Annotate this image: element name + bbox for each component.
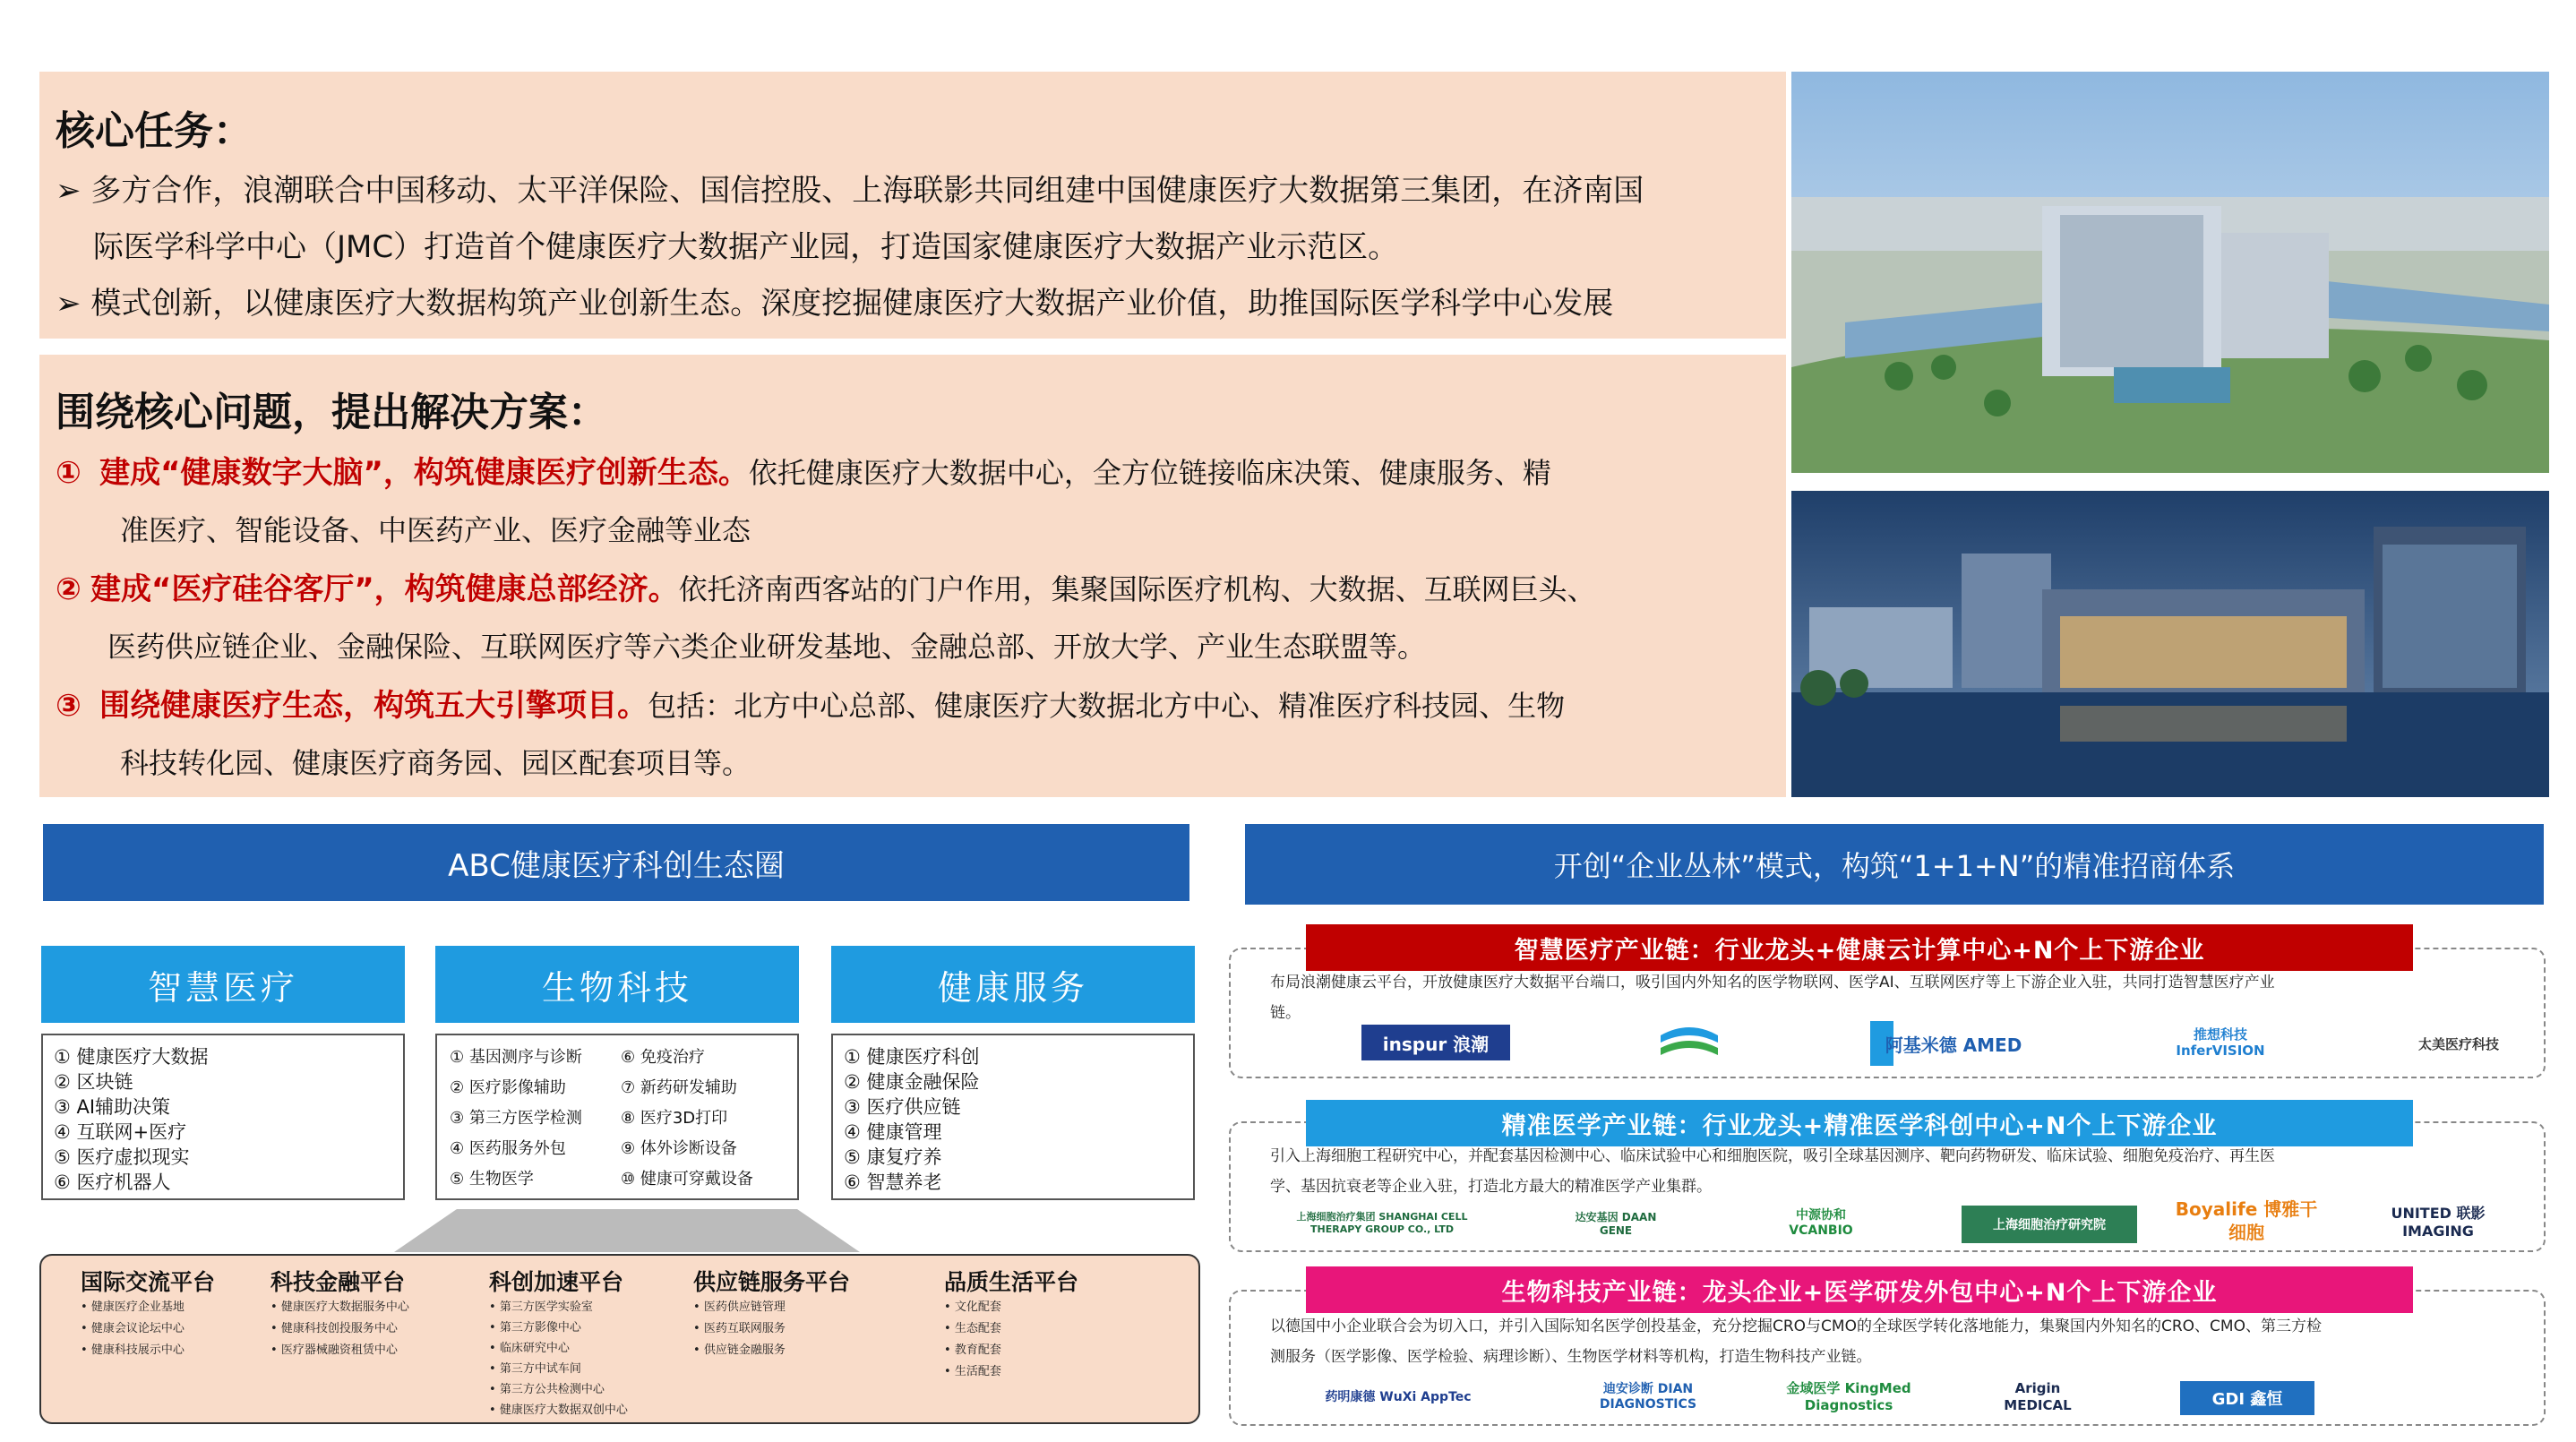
solutions-panel (39, 355, 1786, 797)
chain-title-smart-medical: 智慧医疗产业链：行业龙头+健康云计算中心+N个上下游企业 (1306, 924, 2413, 971)
list-item: ③ 医疗供应链 (844, 1096, 961, 1118)
platform-tech-finance: 科技金融平台 • 健康医疗大数据服务中心 • 健康科技创投服务中心 • 医疗器械融资租赁中心 (270, 1269, 409, 1357)
platform-supply-chain: 供应链服务平台 • 医药供应链管理 • 医药互联网服务 • 供应链金融服务 (693, 1269, 851, 1357)
upward-arrow-base (394, 1209, 860, 1252)
logo-wuxi-apptec: 药明康德 WuXi AppTec (1325, 1389, 1472, 1404)
logo-daan-gene: 达安基因 DAAN GENE (1575, 1211, 1657, 1237)
solution-item-2: ② 建成“医疗硅谷客厅”，构筑健康总部经济。依托济南西客站的门户作用，集聚国际医疗机构、大数据、互联网巨头、 (56, 571, 1596, 607)
smart-medical-list (41, 1034, 405, 1200)
list-item: ③ AI辅助决策 (54, 1096, 171, 1118)
platforms-panel (39, 1254, 1200, 1424)
list-item: ② 健康金融保险 (844, 1071, 980, 1093)
biotech-list (435, 1034, 799, 1200)
core-task-bullet-1: ➢ 多方合作，浪潮联合中国移动、太平洋保险、国信控股、上海联影共同组建中国健康医疗大数据第三集团，在济南国 (56, 173, 1644, 209)
logo-kingmed: 金域医学 KingMed Diagnostics (1786, 1380, 1911, 1413)
core-task-panel (39, 72, 1786, 339)
list-item: ⑤ 医疗虚拟现实 (54, 1146, 190, 1168)
list-item: ④ 互联网+医疗 (54, 1121, 187, 1143)
solution-item-3-cont: 科技转化园、健康医疗商务园、园区配套项目等。 (120, 746, 751, 780)
list-item: ① 健康医疗大数据 (54, 1046, 209, 1068)
night-campus-photo (1791, 491, 2549, 797)
chain-desc: 引入上海细胞工程研究中心，并配套基因检测中心、临床试验中心和细胞医院，吸引全球基因测序、靶向药物研发、临床试验、细胞免疫治疗、再生医 学、基因抗衰老等企业入驻，打造北方最大的精准医学产业集群。 (1270, 1147, 2275, 1196)
list-item: ⑧ 医疗3D打印 (621, 1109, 728, 1128)
solution-item-1-cont: 准医疗、智能设备、中医药产业、医疗金融等业态 (120, 513, 751, 547)
logo-amed: 阿基米德 AMED (1870, 1021, 2014, 1066)
solutions-title: 围绕核心问题，提出解决方案： (56, 390, 607, 435)
logo-shanghai-cell-therapy: 上海细胞治疗集团 SHANGHAI CELL THERAPY GROUP CO., LTD (1296, 1211, 1468, 1235)
list-item: ④ 医药服务外包 (450, 1139, 566, 1158)
ecosystem-title: ABC健康医疗科创生态圈 (448, 847, 785, 884)
solution-item-2-cont: 医药供应链企业、金融保险、互联网医疗等六类企业研发基地、金融总部、开放大学、产业生态联盟等。 (107, 630, 1427, 664)
ecosystem-title-bar (43, 824, 1189, 901)
platform-quality-life: 品质生活平台 • 文化配套 • 生态配套 • 教育配套 • 生活配套 (944, 1269, 1079, 1378)
list-item: ⑨ 体外诊断设备 (621, 1139, 737, 1158)
list-item: ① 健康医疗科创 (844, 1046, 980, 1068)
platform-international: 国际交流平台 • 健康医疗企业基地 • 健康会议论坛中心 • 健康科技展示中心 (81, 1269, 216, 1357)
investment-title-bar (1245, 824, 2544, 905)
logo-emblem-icon (1657, 1019, 1722, 1068)
list-item: ③ 第三方医学检测 (450, 1109, 582, 1128)
logo-united-imaging: UNITED 联影 IMAGING (2391, 1205, 2486, 1240)
list-item: ⑥ 免疫治疗 (621, 1048, 705, 1067)
logo-dian-diagnostics: 迪安诊断 DIAN DIAGNOSTICS (1599, 1382, 1697, 1412)
list-item: ④ 健康管理 (844, 1121, 942, 1143)
list-item: ⑥ 智慧养老 (844, 1172, 942, 1193)
investment-title: 开创“企业丛林”模式，构筑“1+1+N”的精准招商体系 (1553, 849, 2236, 883)
health-service-list (831, 1034, 1195, 1200)
list-item: ⑤ 生物医学 (450, 1170, 534, 1189)
logo-shanghai-cell-institute: 上海细胞治疗研究院 (1962, 1206, 2137, 1243)
chain-desc: 以德国中小企业联合会为切入口，并引入国际知名医学创投基金，充分挖掘CRO与CMO的全球医学转化落地能力，集聚国内外知名的CRO、CMO、第三方检 测服务（医学影像、医学检验、病理诊断）、生物医学材料等机构，打造生物科技产业链。 (1270, 1318, 2322, 1366)
category-health-service: 健康服务 (831, 946, 1195, 1023)
chain-title-precision-medicine: 精准医学产业链：行业龙头+精准医学科创中心+N个上下游企业 (1306, 1100, 2413, 1146)
category-smart-medical: 智慧医疗 (41, 946, 405, 1023)
list-item: ① 基因测序与诊断 (450, 1048, 582, 1067)
logo-infervision: 推想科技 InferVISION (2176, 1026, 2265, 1059)
logo-vcanbio: 中源协和 VCANBIO (1789, 1208, 1853, 1238)
solution-item-1: ① 建成“健康数字大脑”，构筑健康医疗创新生态。依托健康医疗大数据中心，全方位链接临床决策、健康服务、精 (56, 455, 1551, 491)
list-item: ⑥ 医疗机器人 (54, 1172, 171, 1193)
core-task-title: 核心任务： (56, 108, 253, 154)
chain-desc: 布局浪潮健康云平台，开放健康医疗大数据平台端口，吸引国内外知名的医学物联网、医学AI、互联网医疗等上下游企业入驻，共同打造智慧医疗产业 链。 (1270, 974, 2275, 1022)
list-item: ⑩ 健康可穿戴设备 (621, 1170, 753, 1189)
core-task-bullet-1-cont: 际医学科学中心（JMC）打造首个健康医疗大数据产业园，打造国家健康医疗大数据产业示范区。 (93, 229, 1399, 265)
core-task-bullet-2: ➢ 模式创新，以健康医疗大数据构筑产业创新生态。深度挖掘健康医疗大数据产业价值，助推国际医学科学中心发展 (56, 286, 1614, 322)
logo-gdi: GDI 鑫恒 (2180, 1381, 2314, 1415)
logo-inspur: inspur 浪潮 (1361, 1025, 1510, 1060)
list-item: ② 区块链 (54, 1071, 133, 1093)
list-item: ⑤ 康复疗养 (844, 1146, 942, 1168)
aerial-campus-photo (1791, 72, 2549, 473)
logo-taimei: 太美医疗科技 (2417, 1035, 2499, 1052)
list-item: ⑦ 新药研发辅助 (621, 1078, 737, 1097)
list-item: ② 医疗影像辅助 (450, 1078, 566, 1097)
chain-title-biotech: 生物科技产业链：龙头企业+医学研发外包中心+N个上下游企业 (1306, 1266, 2413, 1313)
category-biotech: 生物科技 (435, 946, 799, 1023)
logo-arigin-medical: Arigin MEDICAL (2004, 1380, 2072, 1413)
logo-boyalife: Boyalife 博雅干细胞 (2175, 1198, 2318, 1243)
solution-item-3: ③ 围绕健康医疗生态，构筑五大引擎项目。包括：北方中心总部、健康医疗大数据北方中心、精准医疗科技园、生物 (56, 688, 1566, 724)
platform-accelerator: 科创加速平台 • 第三方医学实验室 • 第三方影像中心 • 临床研究中心 • 第三方中试车间 • 第三方公共检测中心 • 健康医疗大数据双创中心 (489, 1269, 628, 1417)
